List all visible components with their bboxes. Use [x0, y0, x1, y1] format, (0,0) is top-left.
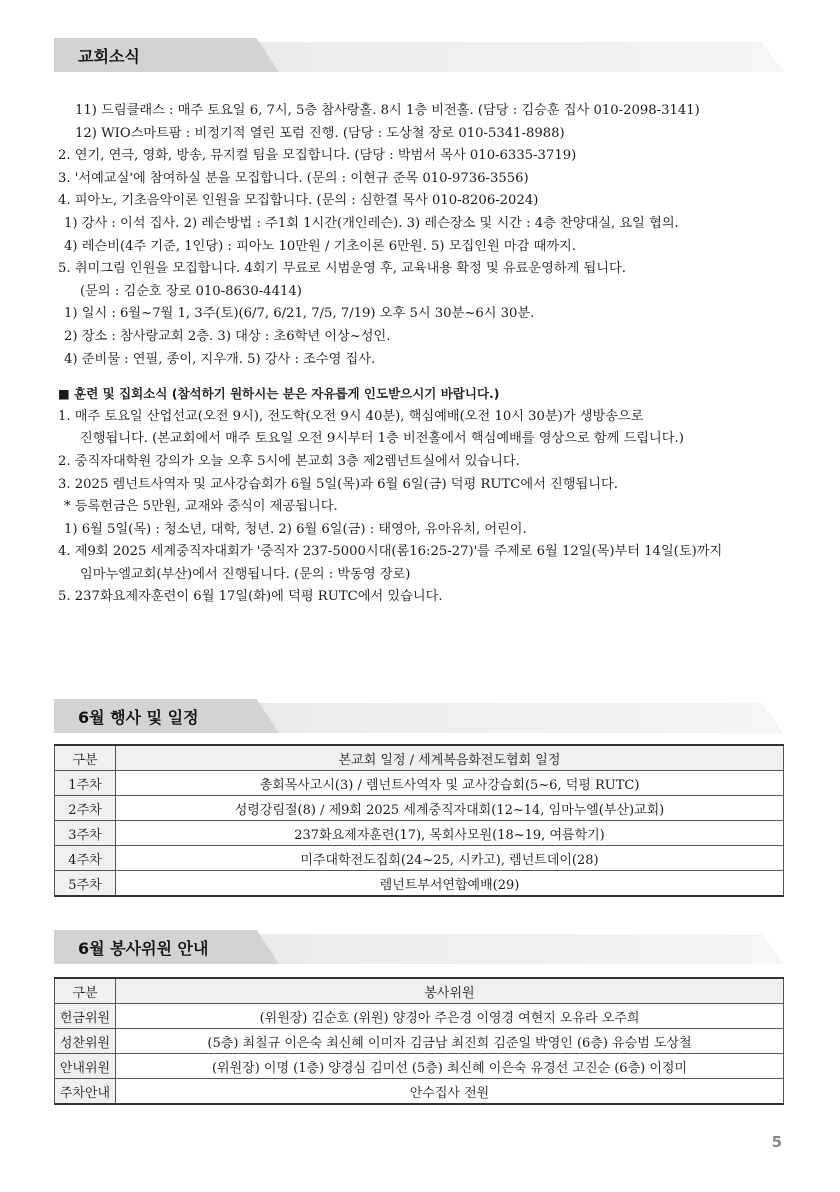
members-cell: (위원장) 김순호 (위원) 양경아 주은경 이영경 여현지 오유라 오주희 — [116, 1004, 784, 1029]
week-cell: 1주차 — [55, 771, 116, 796]
table-row — [55, 821, 784, 846]
week-cell: 5주차 — [55, 871, 116, 897]
news-section-header — [54, 38, 784, 72]
news-line: 12) WIO스마트팜 : 비정기적 열린 포럼 진행. (담당 : 도상철 장로 010-5341-8988) — [75, 125, 565, 141]
table-header-row — [55, 745, 784, 771]
news-body — [58, 100, 798, 609]
table-header-cell: 구분 — [55, 978, 116, 1004]
role-cell: 헌금위원 — [55, 1004, 116, 1029]
table-row — [55, 1004, 784, 1029]
table-row — [55, 846, 784, 871]
members-cell: (위원장) 이명 (1층) 양경심 김미선 (5층) 최신혜 이은숙 유경선 고진순 (6층) 이정미 — [116, 1054, 784, 1079]
table-row — [55, 1079, 784, 1105]
role-cell: 주차안내 — [55, 1079, 116, 1105]
event-cell: 성령강림절(8) / 제9회 2025 세계중직자대회(12~14, 임마누엘(부산)교회) — [116, 796, 784, 821]
service-table — [54, 977, 784, 1105]
training-line: 1. 매주 토요일 산업선교(오전 9시), 전도학(오전 9시 40분), 핵심예배(오전 10시 30분)가 생방송으로 — [58, 408, 644, 424]
event-cell: 미주대학전도집회(24~25, 시카고), 렘넌트데이(28) — [116, 846, 784, 871]
news-line: 2. 연기, 연극, 영화, 방송, 뮤지컬 팀을 모집합니다. (담당 : 박범서 목사 010-6335-3719) — [58, 148, 577, 164]
week-cell: 4주차 — [55, 846, 116, 871]
table-header-row — [55, 978, 784, 1004]
role-cell: 안내위원 — [55, 1054, 116, 1079]
news-line: 3. '서예교실'에 참여하실 분을 모집합니다. (문의 : 이현규 준목 010-9736-3556) — [58, 170, 529, 186]
news-line: 4) 준비물 : 연필, 종이, 지우개. 5) 강사 : 조수영 집사. — [64, 351, 376, 367]
schedule-section-header — [54, 699, 784, 733]
training-line: 2. 중직자대학원 강의가 오늘 오후 5시에 본교회 3층 제2렘넌트실에서 있습니다. — [58, 453, 520, 469]
event-cell: 총회목사고시(3) / 렘넌트사역자 및 교사강습회(5~6, 덕평 RUTC) — [116, 771, 784, 796]
news-line: 1) 강사 : 이석 집사. 2) 레슨방법 : 주1회 1시간(개인레슨). 3) 레슨장소 및 시간 : 4층 찬양대실, 요일 협의. — [64, 215, 679, 231]
news-line: 4. 피아노, 기초음악이론 인원을 모집합니다. (문의 : 심한결 목사 010-8206-2024) — [58, 193, 539, 209]
members-cell: (5층) 최칠규 이은숙 최신혜 이미자 김금남 최진희 김준일 박영인 (6층) 유승범 도상철 — [116, 1029, 784, 1054]
table-header-cell: 봉사위원 — [116, 978, 784, 1004]
event-cell: 237화요제자훈련(17), 목회사모원(18~19, 여름학기) — [116, 821, 784, 846]
table-row — [55, 796, 784, 821]
training-line: 1) 6월 5일(목) : 청소년, 대학, 청년. 2) 6월 6일(금) : 태영아, 유아유치, 어린이. — [64, 521, 527, 537]
schedule-title: 6월 행사 및 일정 — [78, 708, 199, 727]
training-line: 5. 237화요제자훈련이 6월 17일(화)에 덕평 RUTC에서 있습니다. — [58, 589, 443, 605]
table-row — [55, 1029, 784, 1054]
table-row — [55, 1054, 784, 1079]
training-line: 3. 2025 렘넌트사역자 및 교사강습회가 6월 5일(목)과 6월 6일(금) 덕평 RUTC에서 진행됩니다. — [58, 476, 618, 492]
news-line: 4) 레슨비(4주 기준, 1인당) : 피아노 10만원 / 기초이론 6만원. 5) 모집인원 마감 때까지. — [64, 238, 576, 254]
news-line: (문의 : 김순호 장로 010-8630-4414) — [80, 283, 302, 299]
news-line: 2) 장소 : 참사랑교회 2층. 3) 대상 : 초6학년 이상~성인. — [64, 328, 391, 344]
table-row — [55, 871, 784, 897]
table-row — [55, 771, 784, 796]
page-number: 5 — [771, 1133, 782, 1151]
schedule-table — [54, 744, 784, 897]
news-line: 1) 일시 : 6월~7월 1, 3주(토)(6/7, 6/21, 7/5, 7/19) 오후 5시 30분~6시 30분. — [64, 306, 535, 322]
service-title: 6월 봉사위원 안내 — [78, 939, 209, 958]
week-cell: 2주차 — [55, 796, 116, 821]
role-cell: 성찬위원 — [55, 1029, 116, 1054]
service-section-header — [54, 930, 784, 964]
news-title: 교회소식 — [78, 47, 140, 66]
news-line: 11) 드림클래스 : 매주 토요일 6, 7시, 5층 참사랑홀. 8시 1층 비전홀. (담당 : 김승훈 집사 010-2098-3141) — [75, 103, 700, 118]
table-header-cell: 본교회 일정 / 세계복음화전도협회 일정 — [116, 745, 784, 771]
training-line: 진행됩니다. (본교회에서 매주 토요일 오전 9시부터 1층 비전홀에서 핵심예배를 영상으로 함께 드립니다.) — [80, 431, 684, 447]
news-line: 5. 취미그림 인원을 모집합니다. 4회기 무료로 시범운영 후, 교육내용 확정 및 유료운영하게 됩니다. — [58, 261, 626, 277]
training-line: 4. 제9회 2025 세계중직자대회가 '중직자 237-5000시대(롬16:25-27)'를 주제로 6월 12일(목)부터 14일(토)까지 — [58, 544, 723, 560]
table-header-cell: 구분 — [55, 745, 116, 771]
members-cell: 안수집사 전원 — [116, 1079, 784, 1105]
training-line: * 등록헌금은 5만원, 교재와 중식이 제공됩니다. — [64, 499, 338, 515]
training-line: 임마누엘교회(부산)에서 진행됩니다. (문의 : 박동영 장로) — [80, 566, 411, 582]
training-heading: ■ 훈련 및 집회소식 (참석하기 원하시는 분은 자유롭게 인도받으시기 바랍니다.) — [58, 386, 500, 402]
event-cell: 렘넌트부서연합예배(29) — [116, 871, 784, 897]
week-cell: 3주차 — [55, 821, 116, 846]
